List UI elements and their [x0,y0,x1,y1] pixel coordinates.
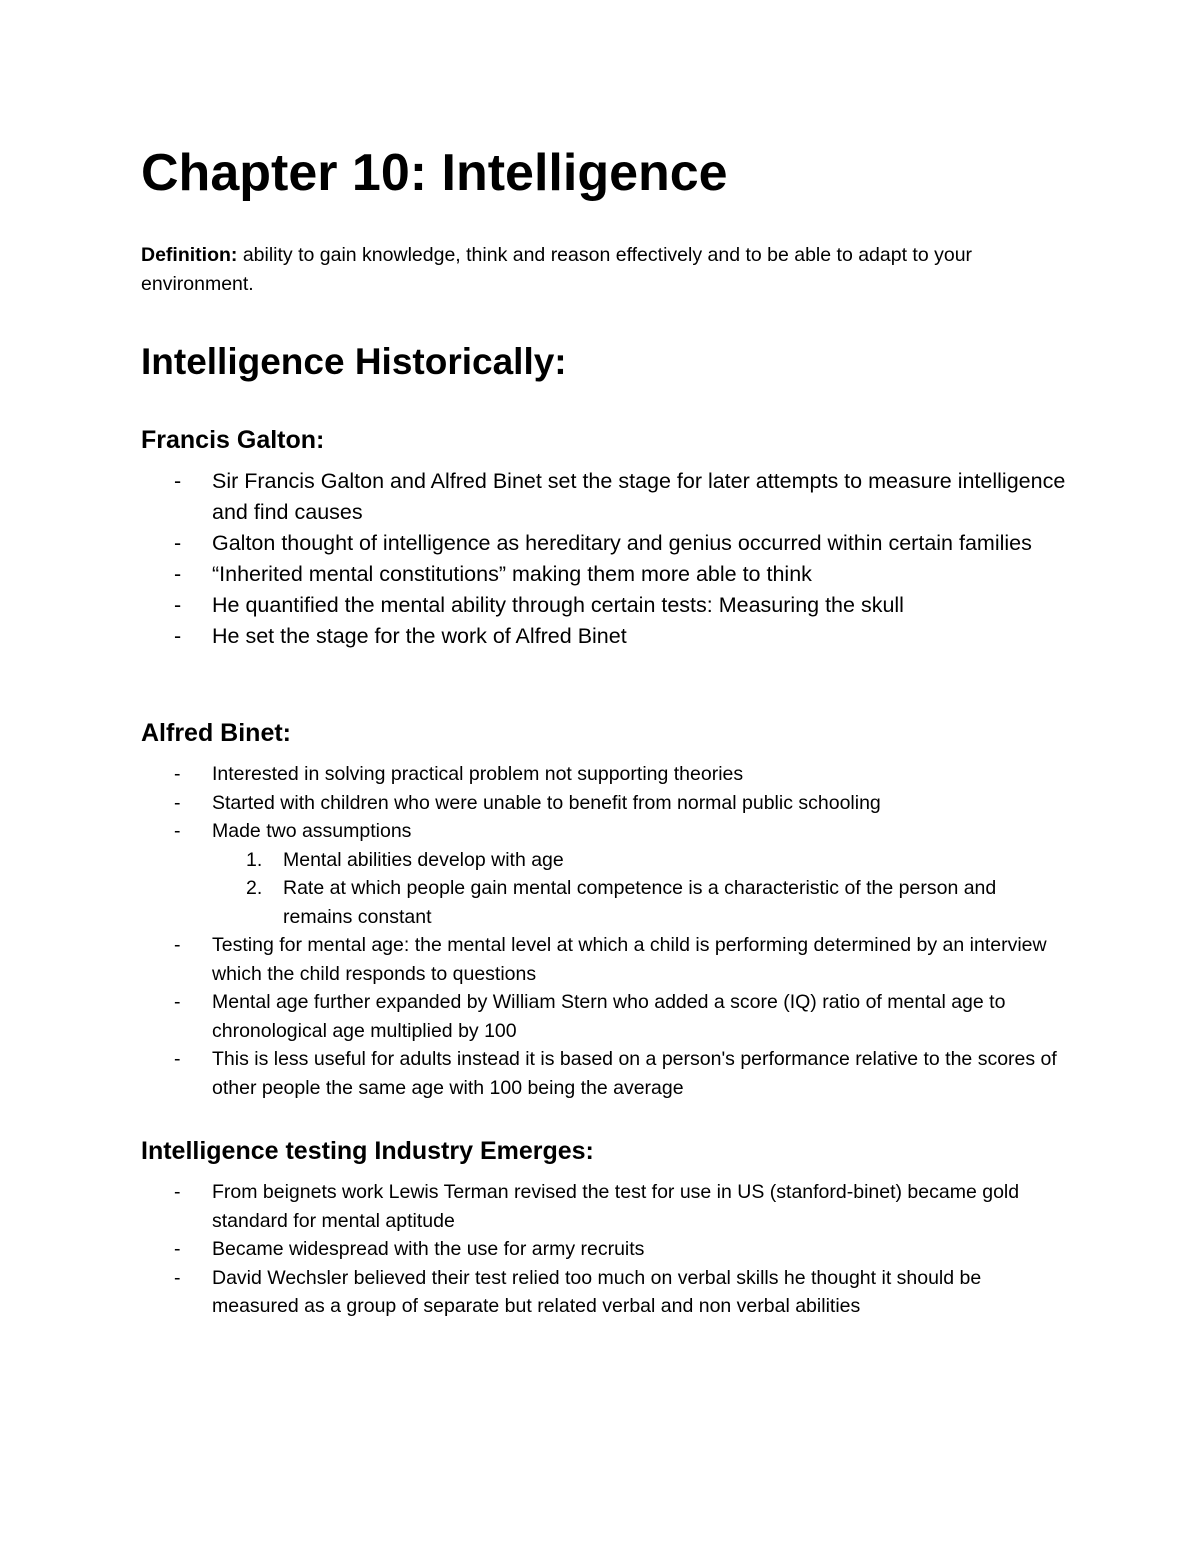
industry-heading: Intelligence testing Industry Emerges: [141,1137,594,1165]
dash-bullet: - [174,562,182,586]
list-item-text: Made two assumptions [212,820,412,842]
numbered-item [212,874,1071,931]
definition-paragraph [141,241,1041,299]
list-item [141,528,1071,559]
list-item [141,817,1071,931]
list-item-text: Mental age further expanded by William Stern who added a score (IQ) ratio of mental age to chronological age multiplied by 100 [212,991,1006,1042]
list-item-text: Sir Francis Galton and Alfred Binet set the stage for later attempts to measure intelligence and find causes [212,469,1066,524]
list-item [141,789,1071,818]
assumptions-list [212,846,1071,932]
dash-bullet: - [174,1181,181,1203]
list-item-text: From beignets work Lewis Terman revised the test for use in US (stanford-binet) became gold standard for mental aptitude [212,1181,1020,1232]
list-item [141,1264,1071,1321]
dash-bullet: - [174,934,181,956]
section-heading: Intelligence Historically: [141,341,567,382]
dash-bullet: - [174,624,182,648]
dash-bullet: - [174,531,182,555]
definition-label: Definition: [141,244,238,266]
dash-bullet: - [174,791,181,814]
list-item-text: Testing for mental age: the mental level at which a child is performing determined by an interview which the child responds to questions [212,934,1047,985]
numbered-item-text: Mental abilities develop with age [283,848,564,871]
list-item [141,466,1071,528]
chapter-title: Chapter 10: Intelligence [141,144,728,202]
list-item [141,590,1071,621]
list-item [141,1045,1071,1102]
dash-bullet: - [174,820,181,842]
dash-bullet: - [174,1238,181,1260]
dash-bullet: - [174,1266,181,1289]
binet-list [141,760,1071,1102]
list-item-text: He set the stage for the work of Alfred Binet [212,624,627,648]
list-item-text: This is less useful for adults instead it is based on a person's performance relative to the scores of other people the same age with 100 being the average [212,1048,1057,1099]
galton-list [141,466,1071,652]
list-item [141,1178,1071,1235]
list-item-text: Galton thought of intelligence as hereditary and genius occurred within certain families [212,531,1032,555]
dash-bullet: - [174,593,182,617]
dash-bullet: - [174,991,181,1013]
dash-bullet: - [174,469,182,493]
numbered-item-text: Rate at which people gain mental competence is a characteristic of the person and remains constant [283,877,997,928]
list-item-text: Interested in solving practical problem not supporting theories [212,763,744,785]
list-item [141,621,1071,652]
list-item [141,760,1071,789]
item-number: 1. [246,848,263,871]
list-item-text: He quantified the mental ability through certain tests: Measuring the skull [212,593,904,617]
list-item [141,931,1071,988]
list-item [141,988,1071,1045]
definition-text: ability to gain knowledge, think and reason effectively and to be able to adapt to your environment. [141,244,973,295]
list-item-text: Started with children who were unable to benefit from normal public schooling [212,791,881,814]
galton-heading: Francis Galton: [141,426,325,454]
industry-list [141,1178,1071,1321]
list-item [141,559,1071,590]
list-item-text: Became widespread with the use for army recruits [212,1238,645,1260]
item-number: 2. [246,877,263,899]
binet-heading: Alfred Binet: [141,719,291,747]
list-item [141,1235,1071,1264]
list-item-text: David Wechsler believed their test relied too much on verbal skills he thought it should be measured as a group of separate but related verbal and non verbal abilities [212,1266,982,1317]
list-item-text: “Inherited mental constitutions” making them more able to think [212,562,812,586]
dash-bullet: - [174,763,181,785]
numbered-item [212,846,1071,875]
dash-bullet: - [174,1048,181,1070]
